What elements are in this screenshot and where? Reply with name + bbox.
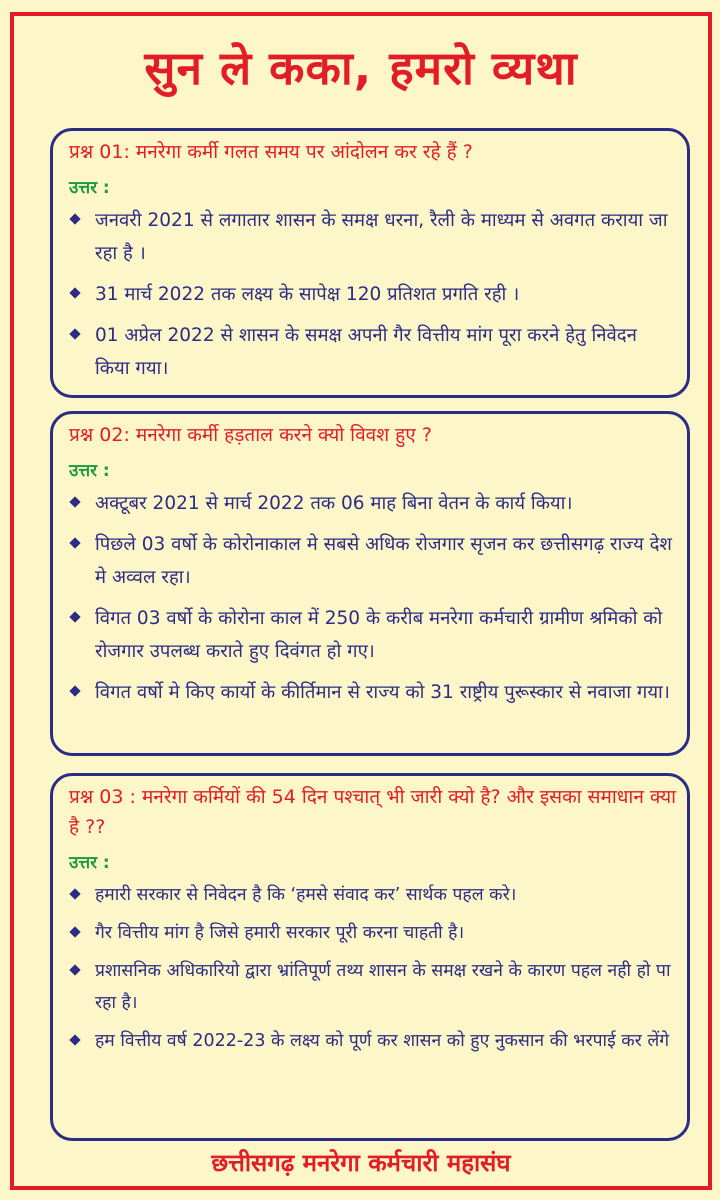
answer-list [69, 487, 677, 709]
diamond-bullet-icon [69, 537, 80, 548]
list-item [69, 917, 677, 949]
answer-point: पिछले 03 वर्षो के कोरोनाकाल मे सबसे अधिक रोजगार सृजन कर छत्तीसगढ़ राज्य देश मे अव्वल रहा। [95, 534, 672, 588]
answer-list [69, 204, 677, 385]
answer-label: उत्तर : [69, 461, 110, 481]
answer-list [69, 879, 677, 1057]
list-item [69, 879, 677, 911]
answer-point: प्रशासनिक अधिकारियो द्वारा भ्रांतिपूर्ण तथ्य शासन के समक्ष रखने के कारण पहल नही हो पा रहा है। [95, 961, 671, 1013]
list-item [69, 319, 677, 385]
diamond-bullet-icon [69, 328, 80, 339]
list-item [69, 676, 677, 709]
list-item [69, 955, 677, 1019]
answer-point: हम वित्तीय वर्ष 2022-23 के लक्ष्य को पूर्ण कर शासन को हुए नुकसान की भरपाई कर लेंगे [95, 1031, 670, 1051]
diamond-bullet-icon [69, 1034, 80, 1045]
poster-frame [10, 12, 712, 1190]
answer-point: विगत 03 वर्षो के कोरोना काल में 250 के करीब मनरेगा कर्मचारी ग्रामीण श्रमिको को रोजगार उपलब्ध कराते हुए दिवंगत हो गए। [95, 608, 663, 662]
question-box-1 [50, 128, 690, 398]
diamond-bullet-icon [69, 287, 80, 298]
diamond-bullet-icon [69, 496, 80, 507]
answer-point: अक्टूबर 2021 से मार्च 2022 तक 06 माह बिना वेतन के कार्य किया। [95, 493, 573, 514]
diamond-bullet-icon [69, 685, 80, 696]
list-item [69, 487, 677, 520]
poster-title: सुन ले कका, हमरो व्यथा [144, 41, 578, 95]
diamond-bullet-icon [69, 611, 80, 622]
question-box-3 [50, 773, 690, 1141]
list-item [69, 278, 677, 311]
answer-point: 01 अप्रेल 2022 से शासन के समक्ष अपनी गैर वित्तीय मांग पूरा करने हेतु निवेदन किया गया। [95, 325, 637, 379]
list-item [69, 602, 677, 668]
answer-point: जनवरी 2021 से लगातार शासन के समक्ष धरना, रैली के माध्यम से अवगत कराया जा रहा है । [95, 210, 668, 264]
answer-point: 31 मार्च 2022 तक लक्ष्य के सापेक्ष 120 प्रतिशत प्रगति रही । [95, 284, 520, 305]
diamond-bullet-icon [69, 926, 80, 937]
question-text: प्रश्न 01: मनरेगा कर्मी गलत समय पर आंदोलन कर रहे हैं ? [69, 141, 473, 163]
question-box-2 [50, 411, 690, 756]
diamond-bullet-icon [69, 964, 80, 975]
list-item [69, 528, 677, 594]
diamond-bullet-icon [69, 213, 80, 224]
diamond-bullet-icon [69, 888, 80, 899]
answer-label: उत्तर : [69, 853, 110, 873]
question-text: प्रश्न 02: मनरेगा कर्मी हड़ताल करने क्यो विवश हुए ? [69, 424, 432, 446]
question-text: प्रश्न 03 : मनरेगा कर्मियों की 54 दिन पश्चात् भी जारी क्यो है? और इसका समाधान क्या है ?? [69, 786, 677, 838]
answer-point: विगत वर्षो मे किए कार्यो के कीर्तिमान से राज्य को 31 राष्ट्रीय पुरूस्कार से नवाजा गया। [95, 682, 670, 703]
organization-name: छत्तीसगढ़ मनरेगा कर्मचारी महासंघ [211, 1149, 511, 1177]
answer-point: हमारी सरकार से निवेदन है कि ‘हमसे संवाद कर’ सार्थक पहल करे। [95, 885, 517, 905]
list-item [69, 1025, 677, 1057]
answer-point: गैर वित्तीय मांग है जिसे हमारी सरकार पूरी करना चाहती है। [95, 923, 465, 943]
list-item [69, 204, 677, 270]
answer-label: उत्तर : [69, 178, 110, 198]
